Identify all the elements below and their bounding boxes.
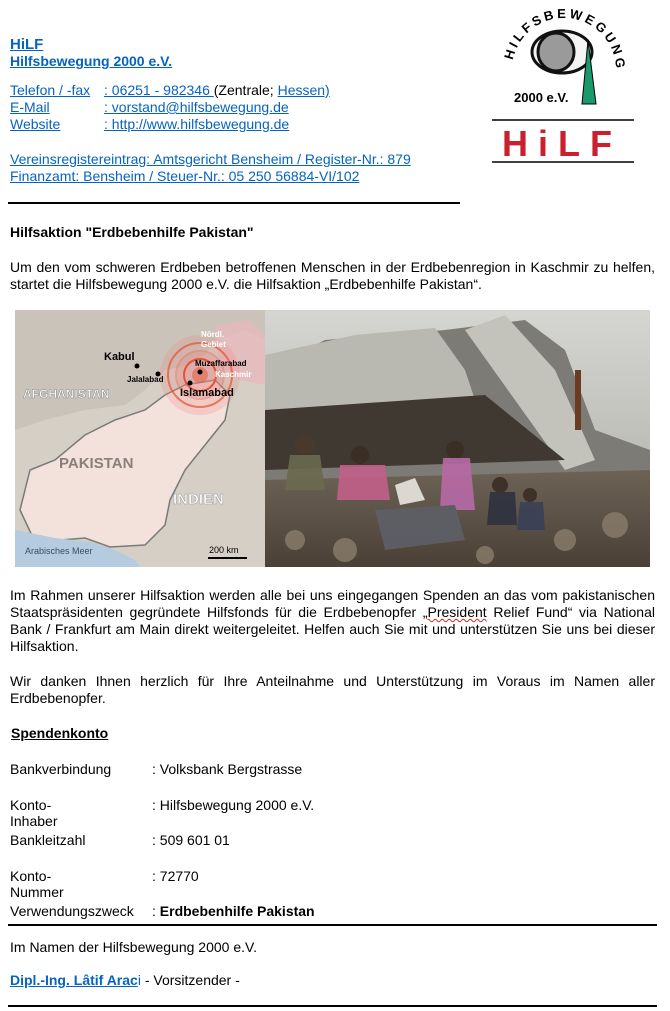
org-name[interactable]: Hilfsbewegung 2000 e.V. bbox=[10, 53, 173, 69]
website-link[interactable]: : http://www.hilfsbewegung.de bbox=[104, 116, 290, 132]
map-label-indien: INDIEN bbox=[173, 491, 224, 508]
logo-brand-text: HiLF bbox=[502, 123, 622, 164]
donation-value: : 72770 bbox=[152, 868, 199, 884]
map-label-afghanistan: AFGHANISTAN bbox=[23, 387, 110, 401]
org-short[interactable]: HiLF bbox=[10, 36, 44, 53]
donation-value: : 509 601 01 bbox=[152, 832, 230, 848]
purpose-value-wrap bbox=[152, 903, 315, 919]
intro-paragraph: Um den vom schweren Erdbeben betroffenen Menschen in der Erdbebenregion in Kaschmir zu helfen, startet die Hilfsbewegung 2000 e.V. die Hilfsaktion „Erdbebenhilfe Pakistan“. bbox=[10, 259, 655, 292]
website-label[interactable]: Website bbox=[10, 116, 61, 132]
map-label-muzaffarabad: Muzaffarabad bbox=[195, 359, 247, 368]
donation-label: Bankverbindung bbox=[10, 761, 112, 777]
purpose-colon: : bbox=[152, 903, 160, 919]
relief-fund-name: „President bbox=[422, 604, 487, 620]
signer-role: - Vorsitzender - bbox=[140, 972, 240, 988]
footer-divider bbox=[8, 1005, 657, 1007]
relief-text-a: Im Rahmen unserer Hilfsaktion werden alle bei uns eingegangen Spenden an das vom pakistanischen Staatspräsidenten gegründete Hilfsfonds für die Erdbebenopfer bbox=[10, 587, 655, 620]
phone-label[interactable]: Telefon / -fax bbox=[10, 82, 91, 98]
email-link[interactable]: : vorstand@hilfsbewegung.de bbox=[104, 99, 289, 115]
email-label[interactable]: E-Mail bbox=[10, 99, 50, 115]
logo-arc-text: HILFSBEWEGUNG bbox=[501, 5, 629, 72]
phone-note: (Zentrale; bbox=[213, 82, 278, 98]
map-label-kaschmir: Kaschmir bbox=[215, 370, 252, 379]
map-scale: 200 km bbox=[209, 545, 239, 555]
donation-value: : Volksbank Bergstrasse bbox=[152, 761, 303, 777]
map-label-gebiet: Gebiet bbox=[201, 340, 226, 349]
donation-value: : Hilfsbewegung 2000 e.V. bbox=[152, 797, 315, 813]
map-label-islamabad: Islamabad bbox=[180, 387, 234, 399]
purpose-value: Erdbebenhilfe Pakistan bbox=[159, 903, 315, 919]
relief-paragraph bbox=[10, 587, 655, 655]
phone-value[interactable]: : 06251 - 982346 bbox=[104, 82, 214, 98]
page-title: Hilfsaktion "Erdbebenhilfe Pakistan" bbox=[10, 224, 254, 240]
header-divider bbox=[8, 202, 460, 204]
contact-email bbox=[10, 99, 289, 115]
map-label-jalalabad: Jalalabad bbox=[127, 375, 164, 384]
register-info[interactable]: Vereinsregistereintrag: Amtsgericht Bensheim / Register-Nr.: 879 bbox=[10, 151, 411, 167]
map-label-nordl: Nördl. bbox=[201, 330, 225, 339]
earthquake-photo bbox=[265, 310, 650, 567]
map-label-sea: Arabisches Meer bbox=[25, 546, 93, 556]
donation-heading: Spendenkonto bbox=[11, 725, 109, 741]
purpose-label: Verwendungszweck bbox=[10, 903, 134, 919]
signer-name[interactable]: Dipl.-Ing. Lâtif Arac bbox=[10, 972, 138, 988]
hilf-logo bbox=[484, 2, 644, 166]
thanks-paragraph: Wir danken Ihnen herzlich für Ihre Anteilnahme und Unterstützung im Voraus im Namen aller Erdbebenopfer. bbox=[10, 673, 655, 706]
tax-info[interactable]: Finanzamt: Bensheim / Steuer-Nr.: 05 250 56884-VI/102 bbox=[10, 168, 360, 184]
map-label-kabul: Kabul bbox=[104, 351, 135, 363]
logo-sub-text: 2000 e.V. bbox=[514, 90, 569, 105]
phone-region[interactable]: Hessen) bbox=[277, 82, 330, 98]
donation-label: Konto-Nummer bbox=[10, 868, 64, 900]
donation-label: Konto-Inhaber bbox=[10, 797, 58, 829]
contact-website bbox=[10, 116, 289, 132]
signature-line bbox=[10, 972, 240, 988]
map-label-pakistan: PAKISTAN bbox=[59, 455, 134, 472]
donation-divider bbox=[8, 924, 657, 926]
contact-phone bbox=[10, 82, 330, 98]
signer-name-tail: i bbox=[137, 972, 141, 988]
relief-text-b: Relief Fund“ via National Bank / Frankfurt am Main direkt weitergeleitet. Helfen auch Sie mit und unterstützen Sie uns bei dieser Hilfsaktion. bbox=[10, 604, 655, 654]
donation-label: Bankleitzahl bbox=[10, 832, 86, 848]
header-block bbox=[10, 36, 172, 70]
on-behalf-text: Im Namen der Hilfsbewegung 2000 e.V. bbox=[10, 939, 257, 955]
earthquake-map bbox=[15, 310, 265, 567]
